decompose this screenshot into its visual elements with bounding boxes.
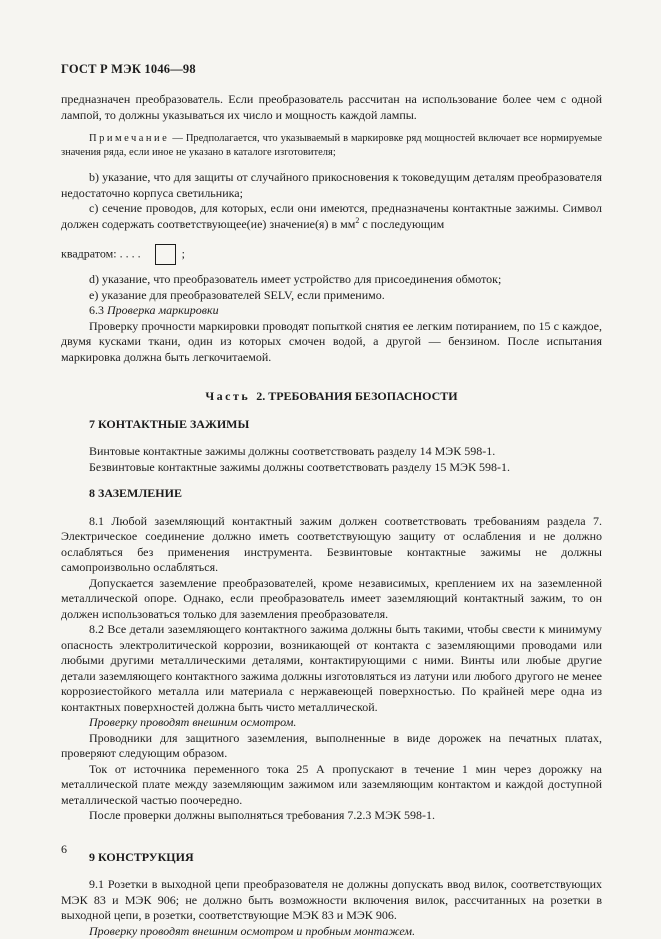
item-e: e) указание для преобразователей SELV, если применимо.	[61, 288, 602, 304]
section-8-paragraph-1: 8.1 Любой заземляющий контактный зажим должен соответствовать требованиям раздела 7. Электрическое соединение должно иметь соответствующую защиту от ослабления и не должно ослабляться без применения инструмента. Безвинтовые контактные зажимы не должны самопроизвольно ослабляться.	[61, 514, 602, 576]
section-8-paragraph-6: Ток от источника переменного тока 25 А пропускают в течение 1 мин через дорожку на металлической плате между заземляющим зажимом или заземляющим контактом и каждой доступной металлической частью поочередно.	[61, 762, 602, 809]
item-c-tail: с последующим	[359, 217, 444, 231]
item-c	[61, 201, 602, 232]
section-6-3-text: Проверку прочности маркировки проводят попыткой снятия ее легким потиранием, по 15 с каждое, двумя кусками ткани, один из которых смочен водой, а другой — бензином. После испытания маркировка должна быть легкочитаемой.	[61, 319, 602, 366]
section-8-paragraph-2: Допускается заземление преобразователей, кроме независимых, креплением их на заземленной металлической опоре. Однако, если преобразователь имеет заземляющий контактный зажим, то он должен использоваться только для заземления преобразователя.	[61, 576, 602, 623]
item-c-superscript: 2	[355, 216, 359, 225]
section-7-paragraph-1: Винтовые контактные зажимы должны соответствовать разделу 14 МЭК 598-1.	[61, 444, 602, 460]
paragraph-continuation: предназначен преобразователь. Если преобразователь рассчитан на использование более чем с одной лампой, то должны указываться их число и мощность каждой лампы.	[61, 92, 602, 123]
section-6-3-heading	[61, 303, 602, 319]
square-symbol	[155, 244, 176, 265]
item-d: d) указание, что преобразователь имеет устройство для присоединения обмоток;	[61, 272, 602, 288]
square-after: ;	[182, 246, 185, 260]
section-8-paragraph-7: После проверки должны выполняться требования 7.2.3 МЭК 598-1.	[61, 808, 602, 824]
section-7-paragraph-2: Безвинтовые контактные зажимы должны соответствовать разделу 15 МЭК 598-1.	[61, 460, 602, 476]
square-label: квадратом: . . . .	[61, 246, 141, 260]
section-7-title: 7 КОНТАКТНЫЕ ЗАЖИМЫ	[89, 417, 602, 433]
note-text: — Предполагается, что указываемый в маркировке ряд мощностей включает все нормируемые значения ряда, если иное не указано в каталоге изготовителя;	[61, 133, 602, 158]
section-9-paragraph-2: Проверку проводят внешним осмотром и пробным монтажем.	[61, 924, 602, 939]
page-number: 6	[61, 842, 67, 857]
item-b: b) указание, что для защиты от случайного прикосновения к токоведущим деталям преобразователя недостаточно корпуса светильника;	[61, 170, 602, 201]
note-paragraph	[61, 132, 602, 160]
section-8-title: 8 ЗАЗЕМЛЕНИЕ	[89, 486, 602, 502]
item-c-text: c) сечение проводов, для которых, если они имеются, предназначены контактные зажимы. Символ должен содержать соответствующее(ие) значение(я) в мм	[61, 201, 602, 231]
section-9-paragraph-1: 9.1 Розетки в выходной цепи преобразователя не должны допускать ввод вилок, соответствующих МЭК 83 и МЭК 906; не должно быть возможности включения вилок, рассчитанных на розетки в выходной цепи, в розетки, соответствующие МЭК 83 и МЭК 906.	[61, 877, 602, 924]
square-symbol-line	[61, 244, 602, 270]
document-body	[61, 92, 602, 939]
note-label: Примечание	[89, 133, 169, 144]
document-header: ГОСТ Р МЭК 1046—98	[61, 62, 196, 77]
part-title: 2. ТРЕБОВАНИЯ БЕЗОПАСНОСТИ	[256, 389, 457, 403]
section-6-3-title: Проверка маркировки	[107, 303, 219, 317]
section-8-paragraph-5: Проводники для защитного заземления, выполненные в виде дорожек на печатных платах, проверяют следующим образом.	[61, 731, 602, 762]
section-9-title: 9 КОНСТРУКЦИЯ	[89, 850, 602, 866]
section-6-3-number: 6.3	[89, 303, 104, 317]
section-8-paragraph-4: Проверку проводят внешним осмотром.	[61, 715, 602, 731]
part-label: Часть	[205, 389, 250, 403]
section-8-paragraph-3: 8.2 Все детали заземляющего контактного зажима должны быть такими, чтобы свести к минимуму опасность электролитической коррозии, возникающей от контакта с заземляющими проводами или любыми другими металлическими деталями, контактирующими с ними. Винты или любые другие детали заземляющего контактного зажима должны изготовляться из латуни или любого другого не менее коррозиестойкого металла или материала с нержавеющей поверхностью. По крайней мере одна из контактных поверхностей должна быть чисто металлической.	[61, 622, 602, 715]
part-heading	[61, 389, 602, 405]
